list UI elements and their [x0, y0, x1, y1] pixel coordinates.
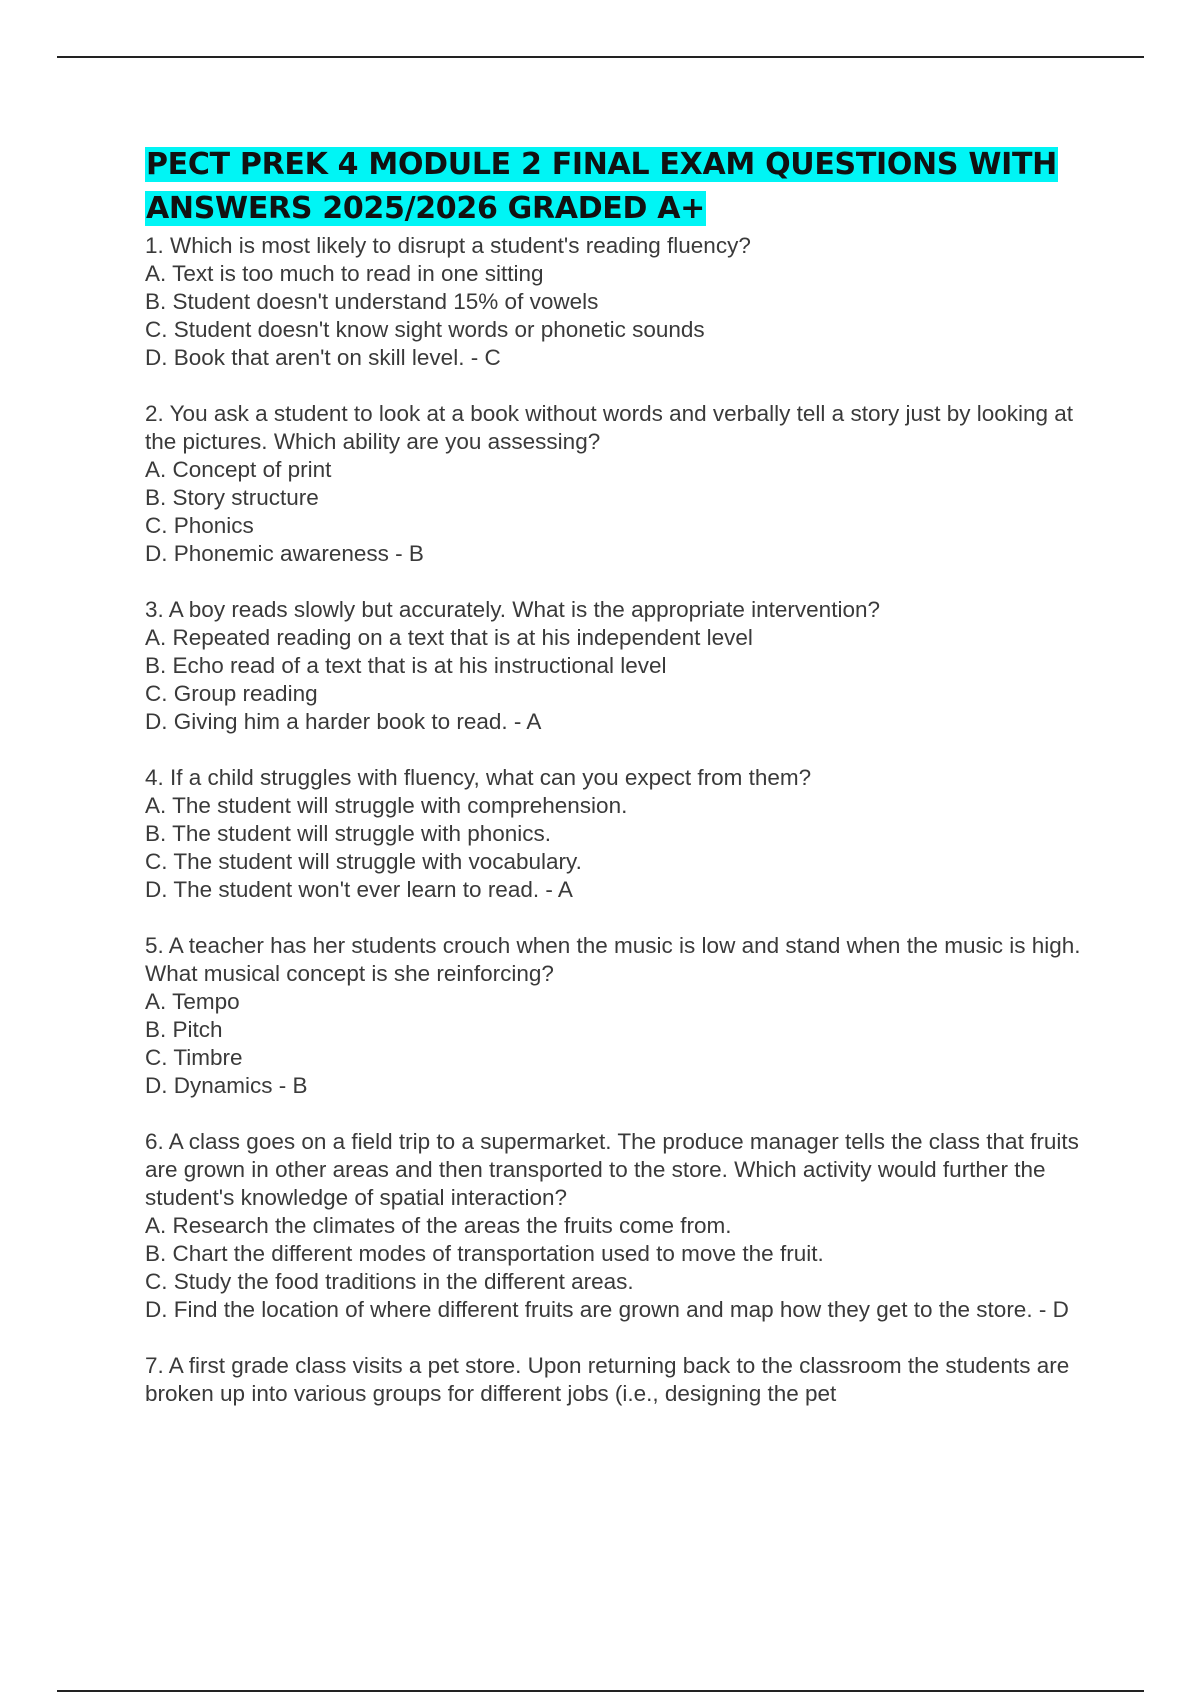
answer-option: C. Phonics: [145, 513, 254, 538]
answer-option: C. The student will struggle with vocabulary.: [145, 849, 582, 874]
answer-option: A. Concept of print: [145, 457, 332, 482]
answer-option: D. Book that aren't on skill level. - C: [145, 345, 501, 370]
answer-option: C. Group reading: [145, 681, 318, 706]
footer-rule: [57, 1690, 1144, 1692]
answer-option: A. Repeated reading on a text that is at his independent level: [145, 625, 753, 650]
answer-option: D. The student won't ever learn to read. - A: [145, 877, 573, 902]
answer-option: D. Find the location of where different fruits are grown and map how they get to the store. - D: [145, 1297, 1069, 1322]
question-1: [145, 232, 1105, 372]
answer-option: D. Dynamics - B: [145, 1073, 308, 1098]
answer-option: B. Story structure: [145, 485, 319, 510]
title-line-1: PECT PREK 4 MODULE 2 FINAL EXAM QUESTIONS WITH: [146, 147, 1057, 182]
answer-option: B. Echo read of a text that is at his instructional level: [145, 653, 667, 678]
question-stem: 4. If a child struggles with fluency, what can you expect from them?: [145, 765, 812, 790]
answer-option: C. Study the food traditions in the different areas.: [145, 1269, 634, 1294]
question-4: [145, 764, 1105, 904]
header-rule: [57, 56, 1144, 58]
answer-option: C. Student doesn't know sight words or phonetic sounds: [145, 317, 705, 342]
answer-option: A. Research the climates of the areas the fruits come from.: [145, 1213, 732, 1238]
answer-option: B. Pitch: [145, 1017, 223, 1042]
page-content: [145, 143, 1105, 1436]
answer-option: A. Tempo: [145, 989, 240, 1014]
answer-option: B. The student will struggle with phonics.: [145, 821, 552, 846]
answer-option: B. Student doesn't understand 15% of vowels: [145, 289, 599, 314]
question-stem: 7. A first grade class visits a pet store. Upon returning back to the classroom the students are broken up into various groups for different jobs (i.e., designing the pet: [145, 1353, 1070, 1406]
question-list: [145, 232, 1105, 1408]
question-stem: 5. A teacher has her students crouch when the music is low and stand when the music is high. What musical concept is she reinforcing?: [145, 933, 1081, 986]
question-stem: 1. Which is most likely to disrupt a student's reading fluency?: [145, 233, 751, 258]
question-6: [145, 1128, 1105, 1324]
document-title: [145, 143, 1105, 231]
answer-option: A. The student will struggle with comprehension.: [145, 793, 628, 818]
question-5: [145, 932, 1105, 1100]
question-stem: 6. A class goes on a field trip to a supermarket. The produce manager tells the class that fruits are grown in other areas and then transported to the store. Which activity would further the student's knowledge of spatial interaction?: [145, 1129, 1079, 1210]
answer-option: C. Timbre: [145, 1045, 243, 1070]
answer-option: D. Phonemic awareness - B: [145, 541, 424, 566]
question-7: [145, 1352, 1105, 1408]
question-3: [145, 596, 1105, 736]
answer-option: A. Text is too much to read in one sitting: [145, 261, 544, 286]
answer-option: D. Giving him a harder book to read. - A: [145, 709, 542, 734]
question-stem: 2. You ask a student to look at a book without words and verbally tell a story just by looking at the pictures. Which ability are you assessing?: [145, 401, 1074, 454]
question-stem: 3. A boy reads slowly but accurately. What is the appropriate intervention?: [145, 597, 880, 622]
title-line-2: ANSWERS 2025/2026 GRADED A+: [146, 191, 705, 226]
answer-option: B. Chart the different modes of transportation used to move the fruit.: [145, 1241, 824, 1266]
question-2: [145, 400, 1105, 568]
